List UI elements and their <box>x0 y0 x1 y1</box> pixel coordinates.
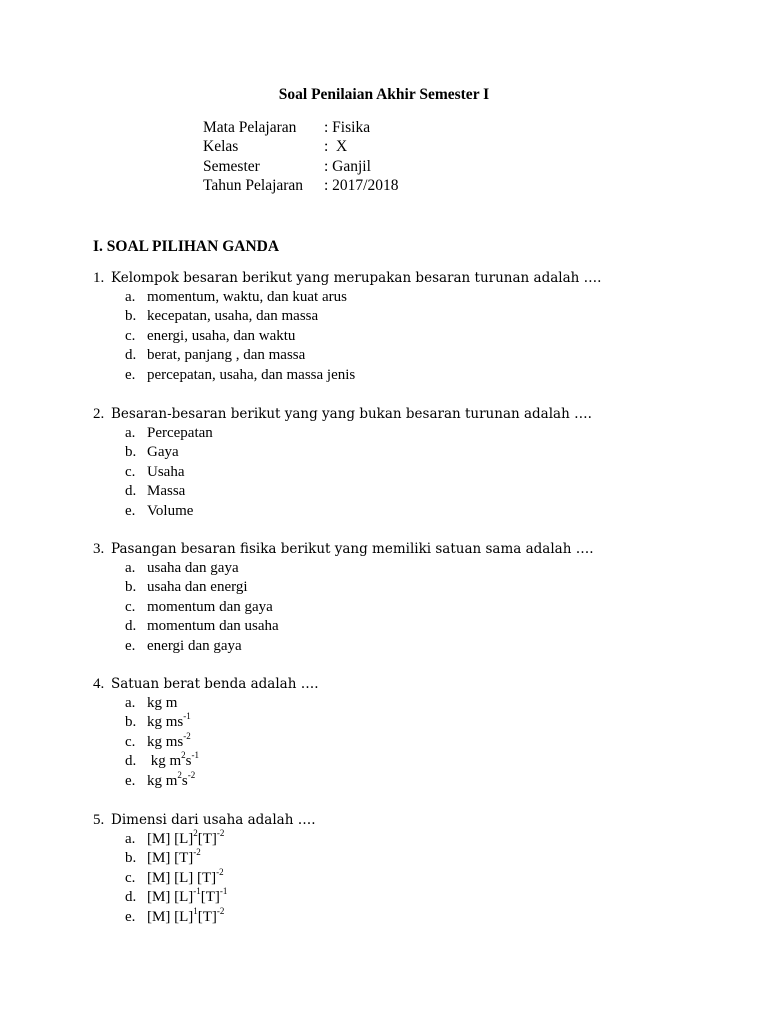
answer-option <box>93 769 319 791</box>
option-letter: a. <box>125 289 136 305</box>
info-label: Mata Pelajaran <box>203 119 297 136</box>
option-letter: c. <box>125 869 136 886</box>
superscript: 2 <box>193 828 198 838</box>
option-letter: e. <box>125 366 136 383</box>
formula-text: kg m <box>147 695 178 711</box>
option-text: Usaha <box>147 463 185 480</box>
option-letter: d. <box>125 753 137 770</box>
option-letter: b. <box>125 579 137 596</box>
superscript: -2 <box>216 866 224 877</box>
option-text: berat, panjang , dan massa <box>147 347 306 364</box>
answer-option <box>93 637 594 656</box>
answer-option <box>93 866 316 888</box>
answer-option <box>93 366 601 385</box>
superscript: -1 <box>191 750 200 761</box>
question-number: 2. <box>93 406 105 422</box>
formula-text: kg m <box>147 772 178 789</box>
answer-option <box>93 598 594 617</box>
superscript: -1 <box>193 886 201 897</box>
info-label: Tahun Pelajaran <box>203 176 304 194</box>
question-number: 3. <box>93 541 105 557</box>
option-letter: a. <box>125 425 136 441</box>
option-letter: d. <box>125 618 137 635</box>
question-number: 4. <box>93 676 105 692</box>
formula-text: [M] [L] <box>147 831 194 847</box>
superscript: 2 <box>181 750 186 761</box>
section-heading: I. SOAL PILIHAN GANDA <box>93 238 280 255</box>
answer-option <box>93 617 594 636</box>
option-text: percepatan, usaha, dan massa jenis <box>147 366 356 383</box>
question-number: 1. <box>93 270 105 286</box>
option-formula <box>147 886 228 906</box>
superscript: -2 <box>187 769 196 780</box>
question-stem <box>93 810 316 830</box>
formula-text: [T] <box>197 831 217 847</box>
option-letter: c. <box>125 327 136 344</box>
answer-option <box>93 849 316 868</box>
question-text: Satuan berat benda adalah …. <box>111 676 319 692</box>
info-row-subject <box>203 118 399 137</box>
option-text: Massa <box>147 483 186 500</box>
option-text: momentum dan usaha <box>147 618 279 635</box>
info-row-semester <box>203 157 399 176</box>
info-row-year <box>203 176 399 195</box>
option-formula <box>147 866 224 886</box>
formula-text: kg m <box>147 753 182 770</box>
answer-option <box>93 482 592 501</box>
answer-option <box>93 713 319 732</box>
superscript: -1 <box>219 886 228 897</box>
question-stem <box>93 404 592 424</box>
question-4 <box>93 674 319 791</box>
option-text: energi dan gaya <box>147 637 242 654</box>
question-3 <box>93 539 594 656</box>
option-formula <box>147 730 191 750</box>
option-formula <box>147 769 196 789</box>
answer-option <box>93 424 592 443</box>
formula-text: [M] [T] <box>147 850 194 867</box>
answer-option <box>93 288 601 307</box>
option-text: energi, usaha, dan waktu <box>147 327 296 344</box>
question-5 <box>93 810 316 927</box>
answer-option <box>93 502 592 521</box>
option-letter: e. <box>125 908 136 925</box>
option-letter: a. <box>125 831 136 847</box>
formula-text: [M] [L] <box>147 889 194 906</box>
question-stem <box>93 268 601 288</box>
superscript: -1 <box>183 711 191 722</box>
superscript: 1 <box>193 905 198 916</box>
info-value: : Fisika <box>324 119 371 136</box>
superscript: 2 <box>177 769 182 780</box>
question-text: Besaran-besaran berikut yang yang bukan besaran turunan adalah …. <box>111 406 592 422</box>
answer-option <box>93 307 601 326</box>
superscript: -2 <box>183 730 191 741</box>
formula-text: s <box>181 772 188 789</box>
option-letter: c. <box>125 598 136 615</box>
answer-option <box>93 559 594 578</box>
option-formula <box>147 847 201 867</box>
option-text: kecepatan, usaha, dan massa <box>147 308 319 325</box>
formula-text: s <box>185 753 192 770</box>
answer-option <box>93 730 319 752</box>
question-number: 5. <box>93 812 105 828</box>
option-text: momentum, waktu, dan kuat arus <box>147 289 347 305</box>
option-formula <box>147 905 225 925</box>
formula-text: [M] [L] [T] <box>147 869 217 886</box>
option-formula <box>147 711 191 731</box>
question-text: Kelompok besaran berikut yang merupakan besaran turunan adalah …. <box>111 270 602 286</box>
option-text: Gaya <box>147 444 179 461</box>
option-text: Percepatan <box>147 425 213 441</box>
answer-option <box>93 905 316 927</box>
question-1 <box>93 268 601 385</box>
option-letter: b. <box>125 444 137 461</box>
option-text: usaha dan gaya <box>147 560 239 576</box>
info-row-class <box>203 137 399 156</box>
option-letter: c. <box>125 733 136 750</box>
question-stem <box>93 674 319 694</box>
answer-option <box>93 830 316 849</box>
option-letter: d. <box>125 483 137 500</box>
exam-info-table <box>203 118 399 195</box>
option-letter: e. <box>125 637 136 654</box>
info-value: : 2017/2018 <box>324 176 399 194</box>
option-letter: c. <box>125 463 136 480</box>
option-letter: e. <box>125 502 136 519</box>
option-letter: a. <box>125 695 136 711</box>
option-letter: a. <box>125 560 136 576</box>
answer-option <box>93 578 594 597</box>
answer-option <box>93 752 319 771</box>
question-2 <box>93 404 592 521</box>
formula-text: kg ms <box>147 714 184 731</box>
option-letter: d. <box>125 889 137 906</box>
option-formula <box>147 828 225 847</box>
formula-text: kg ms <box>147 733 184 750</box>
superscript: -2 <box>193 847 201 858</box>
formula-text: [M] [L] <box>147 908 194 925</box>
option-letter: d. <box>125 347 137 364</box>
option-text: usaha dan energi <box>147 579 248 596</box>
answer-option <box>93 443 592 462</box>
option-text: momentum dan gaya <box>147 598 273 615</box>
option-formula <box>147 695 177 711</box>
option-letter: e. <box>125 772 136 789</box>
answer-option <box>93 327 601 346</box>
option-letter: b. <box>125 308 137 325</box>
question-text: Dimensi dari usaha adalah …. <box>111 812 316 828</box>
info-label: Kelas <box>203 138 239 156</box>
option-letter: b. <box>125 850 137 867</box>
info-value: : Ganjil <box>324 157 371 175</box>
answer-option <box>93 346 601 365</box>
superscript: -2 <box>216 828 225 838</box>
info-label: Semester <box>203 157 260 175</box>
page-title: Soal Penilaian Akhir Semester I <box>278 86 490 103</box>
info-value: : X <box>324 138 348 156</box>
answer-option <box>93 694 319 713</box>
superscript: -2 <box>216 905 225 916</box>
option-formula <box>147 750 200 770</box>
formula-text: [T] <box>197 908 217 925</box>
formula-text: [T] <box>200 889 220 906</box>
option-letter: b. <box>125 714 137 731</box>
answer-option <box>93 888 316 907</box>
answer-option <box>93 463 592 482</box>
question-text: Pasangan besaran fisika berikut yang memiliki satuan sama adalah …. <box>111 541 594 557</box>
question-stem <box>93 539 594 559</box>
option-text: Volume <box>147 502 194 519</box>
